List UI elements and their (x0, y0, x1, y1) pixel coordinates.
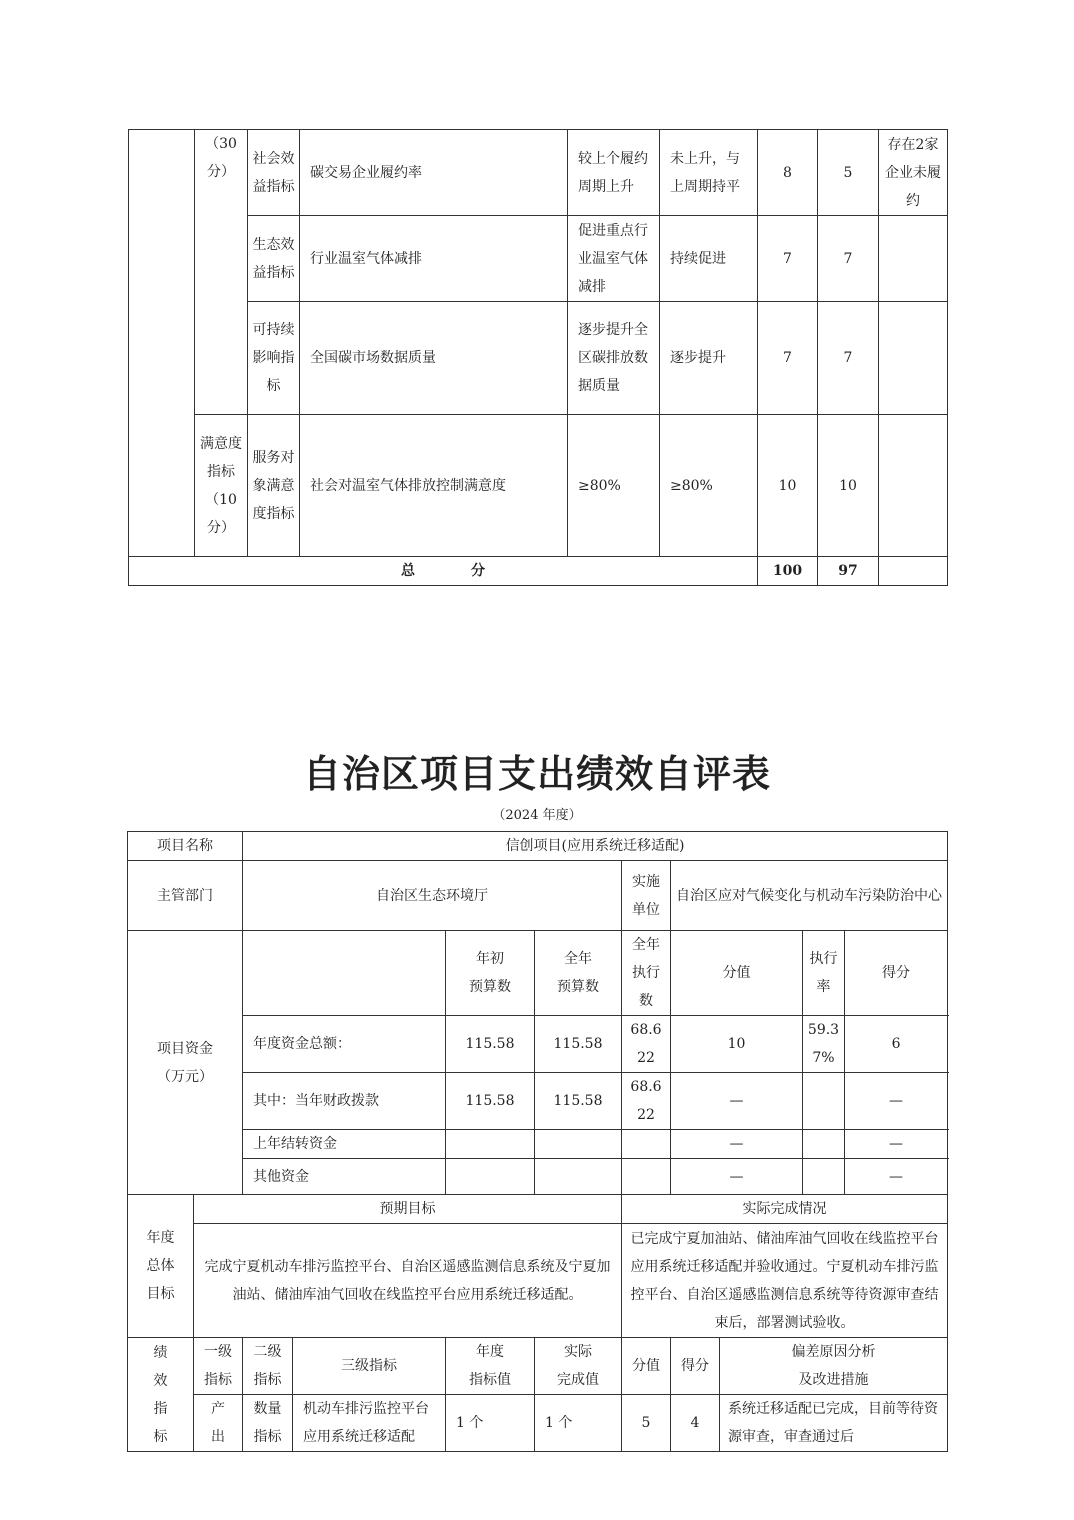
page-title: 自治区项目支出绩效自评表 (302, 751, 771, 796)
fund-v6: 6 (845, 1016, 948, 1073)
total-label (129, 557, 758, 586)
perf-head-max: 分值 (622, 1338, 671, 1395)
col-head (535, 931, 622, 1016)
fund-v1: 115.58 (446, 1016, 535, 1073)
fund-v4: 10 (671, 1016, 803, 1073)
project-name-label: 项目名称 (128, 832, 243, 861)
indicator-name: 全国碳市场数据质量 (300, 302, 568, 415)
perf-head-line: 偏差原因分析 (791, 1344, 876, 1360)
fund-row (128, 1073, 948, 1130)
indicator-name: 社会对温室气体排放控制满意度 (300, 415, 568, 557)
indicator-name: 行业温室气体减排 (300, 216, 568, 302)
indicator-note (879, 216, 948, 302)
goal-header-row (128, 1195, 948, 1224)
blank-cell (243, 931, 446, 1016)
perf-indicator-label: 绩效指标 (128, 1338, 194, 1452)
indicator-category: 生态效益指标 (248, 216, 300, 302)
fund-row (128, 1016, 948, 1073)
col-head-line: 全年 (564, 951, 592, 967)
department: 自治区生态环境厅 (243, 861, 622, 931)
col-head: 分值 (671, 931, 803, 1016)
goal-content-row (128, 1224, 948, 1338)
indicator-note: 存在2家企业未履约 (879, 130, 948, 216)
fund-v2 (535, 1159, 622, 1195)
implementing-unit: 自治区应对气候变化与机动车污染防治中心 (671, 861, 948, 931)
perf-yv: 1 个 (446, 1395, 535, 1452)
indicator-category: 社会效益指标 (248, 130, 300, 216)
indicator-category: 可持续影响指标 (248, 302, 300, 415)
table-row (129, 415, 948, 557)
funds-header-row (128, 931, 948, 1016)
fund-v1 (446, 1159, 535, 1195)
fund-label: 上年结转资金 (243, 1130, 446, 1159)
total-score: 97 (818, 557, 879, 586)
annual-goal-label: 年度总体目标 (128, 1195, 194, 1338)
year-subtitle: （2024 年度） (492, 808, 582, 823)
col-head: 得分 (845, 931, 948, 1016)
perf-av: 1 个 (535, 1395, 622, 1452)
indicator-max: 8 (758, 130, 818, 216)
department-row (128, 861, 948, 931)
perf-head-av (535, 1338, 622, 1395)
fund-label: 其中：当年财政拨款 (243, 1073, 446, 1130)
total-row (129, 557, 948, 586)
fund-v1: 115.58 (446, 1073, 535, 1130)
perf-head-reason (720, 1338, 948, 1395)
table-row (129, 302, 948, 415)
col-head: 执行率 (803, 931, 845, 1016)
fund-v2: 115.58 (535, 1016, 622, 1073)
perf-head-l1: 一级指标 (194, 1338, 243, 1395)
indicator-note (879, 415, 948, 557)
perf-reason: 系统迁移适配已完成，目前等待资源审查，审查通过后 (720, 1395, 948, 1452)
col-head-line: 年初 (476, 951, 504, 967)
perf-head-score: 得分 (671, 1338, 720, 1395)
indicator-max: 7 (758, 302, 818, 415)
score-table-continued (128, 129, 948, 586)
col-head-line: 执行数 (632, 965, 660, 1009)
fund-v4: — (671, 1159, 803, 1195)
indicator-note (879, 302, 948, 415)
perf-head-line: 年度 (476, 1344, 504, 1360)
expected-goal-label: 预期目标 (194, 1195, 622, 1224)
fund-v1 (446, 1130, 535, 1159)
implementing-unit-label: 实施单位 (622, 861, 671, 931)
perf-head-yv (446, 1338, 535, 1395)
perf-head-line: 指标值 (469, 1372, 511, 1388)
indicator-score: 7 (818, 216, 879, 302)
total-label-2: 分 (471, 563, 485, 579)
perf-head-l2: 二级指标 (243, 1338, 293, 1395)
fund-v3 (622, 1159, 671, 1195)
indicator-score: 5 (818, 130, 879, 216)
fund-v5 (803, 1159, 845, 1195)
indicator-category: 服务对象满意度指标 (248, 415, 300, 557)
perf-head-line: 实际 (564, 1344, 592, 1360)
department-label: 主管部门 (128, 861, 243, 931)
funds-label-2: （万元） (157, 1068, 213, 1085)
table-row (129, 216, 948, 302)
fund-v6: — (845, 1130, 948, 1159)
indicator-target: ≥80% (568, 415, 660, 557)
self-evaluation-table (127, 831, 948, 1452)
funds-label-1: 项目资金 (157, 1040, 213, 1057)
fund-v6: — (845, 1073, 948, 1130)
total-label-1: 总 (401, 563, 415, 579)
perf-head-l3: 三级指标 (293, 1338, 446, 1395)
fund-label: 年度资金总额： (243, 1016, 446, 1073)
perf-max: 5 (622, 1395, 671, 1452)
satisfaction-group: 满意度指标（10分） (195, 415, 248, 557)
fund-v2 (535, 1130, 622, 1159)
fund-v3 (622, 1130, 671, 1159)
funds-label (128, 931, 243, 1195)
fund-v3: 68.622 (622, 1073, 671, 1130)
fund-v5 (803, 1073, 845, 1130)
col-head-line: 预算数 (469, 979, 511, 995)
fund-v2: 115.58 (535, 1073, 622, 1130)
fund-v4: — (671, 1073, 803, 1130)
total-max: 100 (758, 557, 818, 586)
indicator-target: 逐步提升全区碳排放数据质量 (568, 302, 660, 415)
indicator-actual: 未上升，与上周期持平 (660, 130, 758, 216)
fund-v3: 68.622 (622, 1016, 671, 1073)
blank-cell (129, 130, 195, 557)
indicator-actual: 逐步提升 (660, 302, 758, 415)
fund-v5: 59.37% (803, 1016, 845, 1073)
indicator-actual: ≥80% (660, 415, 758, 557)
group-score-cell: （30分） (195, 130, 248, 415)
project-name-row (128, 832, 948, 861)
project-name: 信创项目(应用系统迁移适配) (243, 832, 948, 861)
fund-v6: — (845, 1159, 948, 1195)
indicator-target: 较上个履约周期上升 (568, 130, 660, 216)
indicator-max: 7 (758, 216, 818, 302)
fund-row (128, 1159, 948, 1195)
col-head (622, 931, 671, 1016)
perf-l3: 机动车排污监控平台应用系统迁移适配 (293, 1395, 446, 1452)
indicator-score: 7 (818, 302, 879, 415)
col-head (446, 931, 535, 1016)
perf-l1: 产出 (194, 1395, 243, 1452)
fund-row (128, 1130, 948, 1159)
expected-goal-text: 完成宁夏机动车排污监控平台、自治区遥感监测信息系统及宁夏加油站、储油库油气回收在线监控平台应用系统迁移适配。 (194, 1224, 622, 1338)
indicator-actual: 持续促进 (660, 216, 758, 302)
fund-v4: — (671, 1130, 803, 1159)
fund-v5 (803, 1130, 845, 1159)
table-row (129, 130, 948, 216)
total-note (879, 557, 948, 586)
perf-row (128, 1395, 948, 1452)
col-head-line: 全年 (632, 937, 660, 953)
perf-l2: 数量指标 (243, 1395, 293, 1452)
indicator-max: 10 (758, 415, 818, 557)
perf-header-row (128, 1338, 948, 1395)
indicator-target: 促进重点行业温室气体减排 (568, 216, 660, 302)
perf-head-line: 完成值 (557, 1372, 599, 1388)
actual-completion-text: 已完成宁夏加油站、储油库油气回收在线监控平台应用系统迁移适配并验收通过。宁夏机动车排污监控平台、自治区遥感监测信息系统等待资源审查结束后，部署测试验收。 (622, 1224, 948, 1338)
perf-score: 4 (671, 1395, 720, 1452)
actual-completion-label: 实际完成情况 (622, 1195, 948, 1224)
col-head-line: 预算数 (557, 979, 599, 995)
indicator-name: 碳交易企业履约率 (300, 130, 568, 216)
fund-label: 其他资金 (243, 1159, 446, 1195)
perf-head-line: 及改进措施 (798, 1372, 869, 1388)
indicator-score: 10 (818, 415, 879, 557)
